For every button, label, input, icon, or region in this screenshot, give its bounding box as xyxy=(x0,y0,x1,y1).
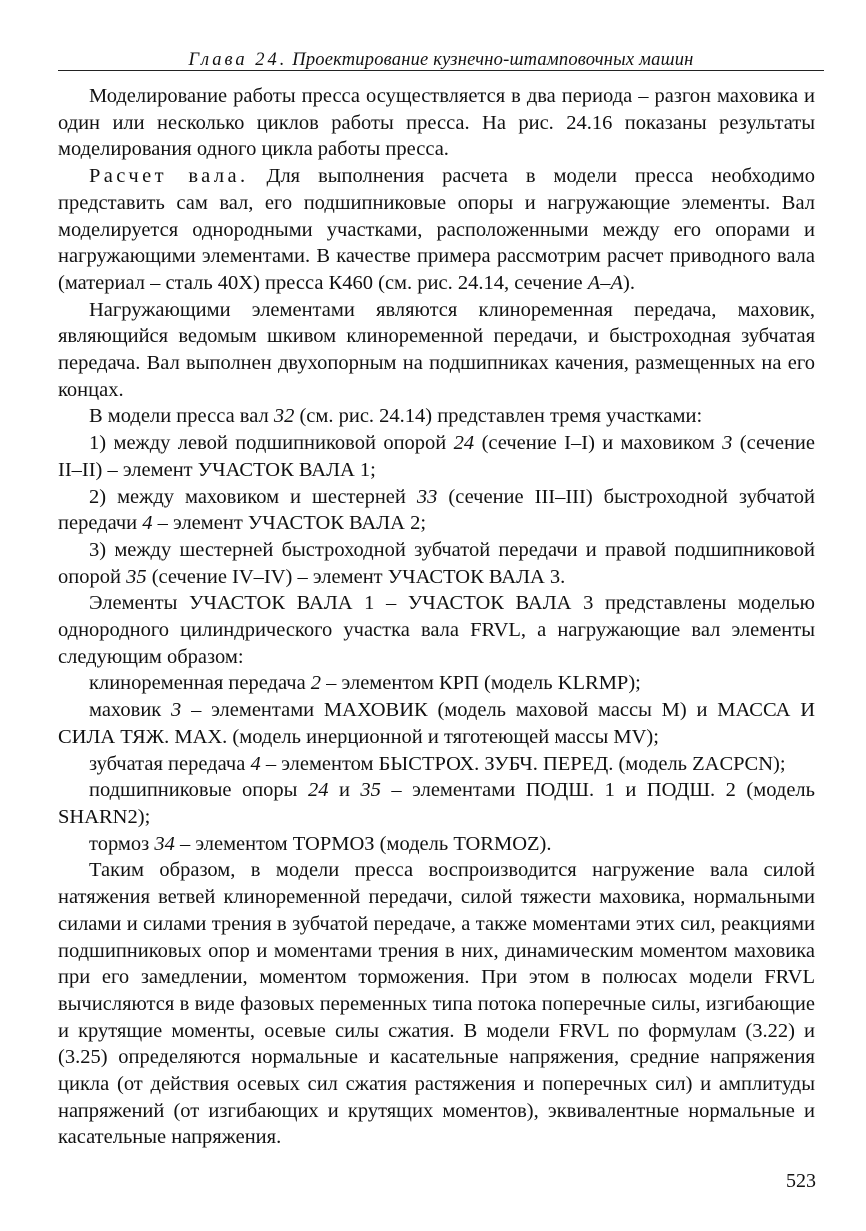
chapter-label: Глава 24. xyxy=(188,50,288,70)
text-run: тормоз xyxy=(89,832,155,855)
text-run: Моделирование работы пресса осуществляется в два периода – разгон маховика и один или несколько циклов работы пресса. На рис. 24.16 показаны результаты моделирования одного цикла работы пресса. xyxy=(58,85,815,161)
paragraph xyxy=(58,777,815,830)
italic-ref: 3 xyxy=(171,699,182,722)
italic-ref: 3 xyxy=(722,432,733,455)
text-run: Для выполнения расчета в модели пресса необходимо представить сам вал, его подшипниковые опоры и нагружающие элементы. Вал моделируется однородными участками, расположенными между его опорами и нагружающими элементами. В качестве примера рассмотрим расчет приводного вала (материал – сталь 40Х) пресса К460 (см. рис. 24.14, сечение xyxy=(58,165,815,294)
paragraph xyxy=(58,751,815,778)
text-run: 3) между шестерней быстроходной зубчатой передачи и правой подшипниковой опорой xyxy=(58,538,815,588)
italic-ref: 4 xyxy=(250,752,261,775)
text-run: Элементы УЧАСТОК ВАЛА 1 – УЧАСТОК ВАЛА 3 представлены моделью однородного цилиндрического участка вала FRVL, а нагружающие вал элементы следующим образом: xyxy=(58,592,815,668)
paragraph xyxy=(58,83,815,163)
text-run: и xyxy=(328,779,361,802)
paragraph xyxy=(58,537,815,590)
italic-ref: 32 xyxy=(273,405,295,428)
paragraph xyxy=(58,430,815,483)
text-run: 1) между левой подшипниковой опорой xyxy=(89,432,454,455)
italic-ref: 35 xyxy=(360,779,381,802)
text-run: клиноременная передача xyxy=(89,672,311,695)
paragraph xyxy=(58,670,815,697)
text-run: (см. рис. 24.14) представлен тремя участками: xyxy=(294,405,703,428)
text-run: В модели пресса вал xyxy=(89,405,274,428)
paragraph xyxy=(58,697,815,750)
paragraph xyxy=(58,857,815,1151)
italic-ref: 35 xyxy=(126,565,147,588)
italic-ref: 24 xyxy=(453,432,475,455)
body-text xyxy=(58,83,815,1151)
paragraph xyxy=(58,403,815,430)
header-rule xyxy=(58,70,824,71)
paragraph xyxy=(58,163,815,297)
text-run: – элементами ПОДШ. 1 и ПОДШ. 2 (модель SHARN2); xyxy=(58,779,815,828)
text-run: ). xyxy=(623,271,635,294)
text-run: – элементом ТОРМОЗ (модель TORMOZ). xyxy=(174,832,552,855)
text-run: Таким образом, в модели пресса воспроизводится нагружение вала силой натяжения ветвей клиноременной передачи, силой тяжести маховика, нормальными силами и силами трения в зубчатой передаче, а также моментами этих сил, реакциями подшипниковых опор и моментами трения в них, динамическим моментом маховика при его замедлении, моментом торможения. При этом в полюсах модели FRVL вычисляются в виде фазовых переменных типа потока поперечные силы, изгибающие и крутящие моменты, осевые силы сжатия. В модели FRVL по формулам (3.22) и (3.25) определяются нормальные и касательные напряжения, средние напряжения цикла (от действия осевых сил сжатия растяжения и поперечных сил) и амплитуды напряжений (от изгибающих и крутящих моментов), эквивалентные нормальные и касательные напряжения. xyxy=(58,859,815,1149)
italic-ref: 4 xyxy=(142,512,153,535)
text-run: подшипниковые опоры xyxy=(89,779,308,802)
italic-ref: А–А xyxy=(587,271,624,294)
italic-ref: 24 xyxy=(307,779,329,802)
page-number: 523 xyxy=(786,1170,816,1192)
text-run: – элемент УЧАСТОК ВАЛА 2; xyxy=(152,512,427,535)
text-run: (сечение IV–IV) – элемент УЧАСТОК ВАЛА 3. xyxy=(146,565,566,588)
text-run: – элементом КРП (модель KLRMP); xyxy=(321,672,641,695)
italic-ref: 2 xyxy=(310,672,322,695)
text-run: Нагружающими элементами являются клиноременная передача, маховик, являющийся ведомым шкивом клиноременной передачи, и быстроходная зубчатая передача. Вал выполнен двухопорным на подшипниках качения, размещенных на его концах. xyxy=(58,298,815,401)
text-run: – элементами МАХОВИК (модель маховой массы M) и МАССА И СИЛА ТЯЖ. МАХ. (модель инерционной и тяготеющей массы MV); xyxy=(58,699,815,748)
paragraph xyxy=(58,297,815,404)
italic-ref: 33 xyxy=(416,485,438,508)
chapter-title: Проектирование кузнечно-штамповочных машин xyxy=(292,50,694,70)
text-run: (сечение I–I) и маховиком xyxy=(474,432,723,455)
paragraph xyxy=(58,590,815,670)
text-run: зубчатая передача xyxy=(89,752,251,775)
paragraph xyxy=(58,831,815,858)
text-run: 2) между маховиком и шестерней xyxy=(89,485,417,508)
text-run: (сечение III–III) быстроходной зубчатой передачи xyxy=(58,485,815,535)
text-run: маховик xyxy=(89,699,172,722)
text-run: (сечение II–II) – элемент УЧАСТОК ВАЛА 1; xyxy=(58,432,816,481)
italic-ref: 34 xyxy=(154,832,175,855)
running-header xyxy=(58,50,824,70)
paragraph xyxy=(58,484,815,537)
text-run: – элементом БЫСТРОХ. ЗУБЧ. ПЕРЕД. (модель ZACPCN); xyxy=(260,752,786,775)
spaced-heading: Расчет вала. xyxy=(89,165,249,188)
